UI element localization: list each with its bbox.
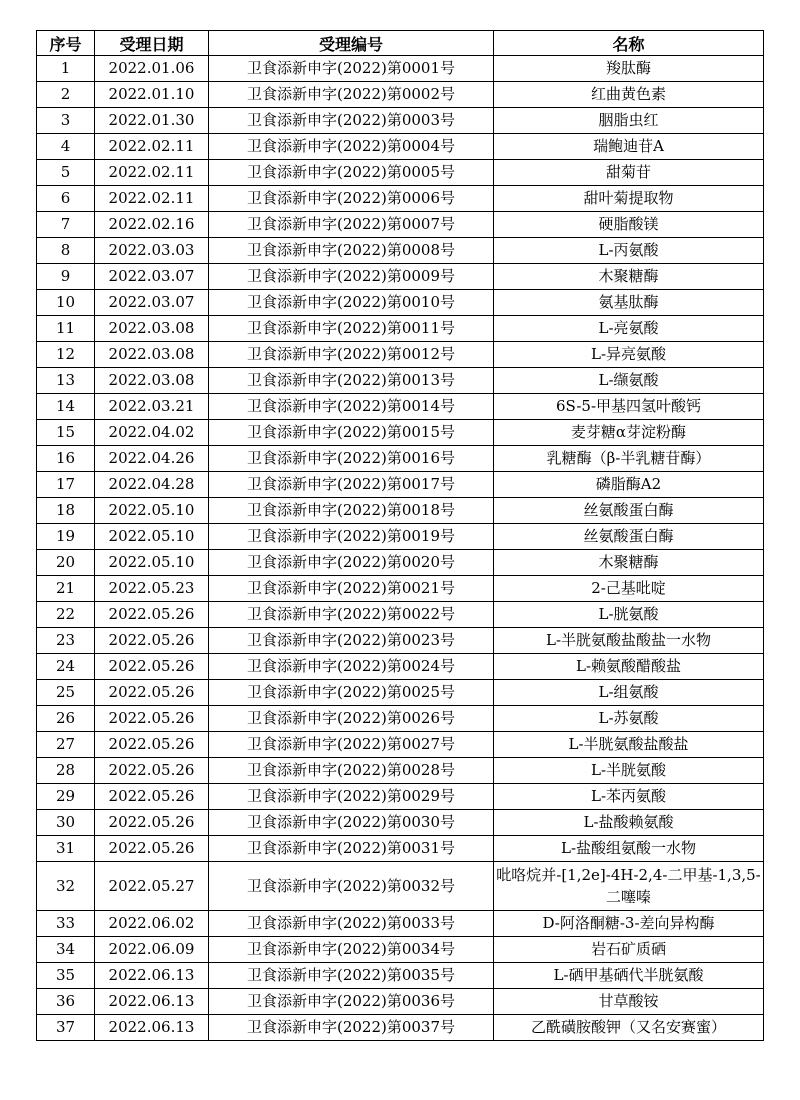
cell-date: 2022.05.26 <box>95 680 209 706</box>
cell-number: 卫食添新申字(2022)第0037号 <box>209 1015 494 1041</box>
cell-date: 2022.02.11 <box>95 134 209 160</box>
cell-name: 硬脂酸镁 <box>494 212 764 238</box>
cell-name: L-半胱氨酸 <box>494 758 764 784</box>
cell-seq: 18 <box>37 498 95 524</box>
cell-seq: 21 <box>37 576 95 602</box>
cell-seq: 23 <box>37 628 95 654</box>
cell-name: L-异亮氨酸 <box>494 342 764 368</box>
cell-date: 2022.06.13 <box>95 963 209 989</box>
cell-number: 卫食添新申字(2022)第0013号 <box>209 368 494 394</box>
cell-seq: 4 <box>37 134 95 160</box>
cell-seq: 22 <box>37 602 95 628</box>
table-row <box>37 420 764 446</box>
cell-seq: 33 <box>37 911 95 937</box>
table-row <box>37 316 764 342</box>
cell-number: 卫食添新申字(2022)第0008号 <box>209 238 494 264</box>
cell-number: 卫食添新申字(2022)第0020号 <box>209 550 494 576</box>
cell-number: 卫食添新申字(2022)第0011号 <box>209 316 494 342</box>
cell-number: 卫食添新申字(2022)第0018号 <box>209 498 494 524</box>
cell-number: 卫食添新申字(2022)第0021号 <box>209 576 494 602</box>
cell-seq: 29 <box>37 784 95 810</box>
cell-seq: 19 <box>37 524 95 550</box>
table-row <box>37 498 764 524</box>
cell-date: 2022.05.10 <box>95 550 209 576</box>
cell-number: 卫食添新申字(2022)第0025号 <box>209 680 494 706</box>
cell-seq: 20 <box>37 550 95 576</box>
cell-number: 卫食添新申字(2022)第0027号 <box>209 732 494 758</box>
header-date: 受理日期 <box>95 31 209 56</box>
cell-date: 2022.05.26 <box>95 784 209 810</box>
table-row <box>37 108 764 134</box>
cell-name: 羧肽酶 <box>494 56 764 82</box>
cell-number: 卫食添新申字(2022)第0017号 <box>209 472 494 498</box>
cell-date: 2022.01.30 <box>95 108 209 134</box>
cell-name: L-半胱氨酸盐酸盐一水物 <box>494 628 764 654</box>
cell-date: 2022.04.28 <box>95 472 209 498</box>
cell-number: 卫食添新申字(2022)第0006号 <box>209 186 494 212</box>
table-row <box>37 342 764 368</box>
cell-date: 2022.06.02 <box>95 911 209 937</box>
cell-number: 卫食添新申字(2022)第0024号 <box>209 654 494 680</box>
cell-name: 甜叶菊提取物 <box>494 186 764 212</box>
cell-seq: 25 <box>37 680 95 706</box>
table-row <box>37 937 764 963</box>
cell-name: 红曲黄色素 <box>494 82 764 108</box>
cell-seq: 26 <box>37 706 95 732</box>
cell-seq: 6 <box>37 186 95 212</box>
cell-name: L-盐酸组氨酸一水物 <box>494 836 764 862</box>
table-row <box>37 264 764 290</box>
cell-date: 2022.02.11 <box>95 160 209 186</box>
document-page <box>36 30 763 1041</box>
cell-number: 卫食添新申字(2022)第0009号 <box>209 264 494 290</box>
cell-date: 2022.01.06 <box>95 56 209 82</box>
cell-number: 卫食添新申字(2022)第0028号 <box>209 758 494 784</box>
cell-number: 卫食添新申字(2022)第0005号 <box>209 160 494 186</box>
cell-seq: 11 <box>37 316 95 342</box>
table-row <box>37 160 764 186</box>
table-row <box>37 238 764 264</box>
table-row <box>37 290 764 316</box>
table-row <box>37 628 764 654</box>
table-row <box>37 446 764 472</box>
table-row <box>37 758 764 784</box>
cell-date: 2022.03.21 <box>95 394 209 420</box>
cell-number: 卫食添新申字(2022)第0032号 <box>209 862 494 911</box>
table-row <box>37 732 764 758</box>
cell-number: 卫食添新申字(2022)第0034号 <box>209 937 494 963</box>
cell-number: 卫食添新申字(2022)第0033号 <box>209 911 494 937</box>
cell-name: L-丙氨酸 <box>494 238 764 264</box>
cell-name: 木聚糖酶 <box>494 264 764 290</box>
cell-seq: 9 <box>37 264 95 290</box>
cell-date: 2022.05.26 <box>95 810 209 836</box>
cell-seq: 13 <box>37 368 95 394</box>
cell-date: 2022.04.02 <box>95 420 209 446</box>
cell-seq: 10 <box>37 290 95 316</box>
cell-date: 2022.03.08 <box>95 368 209 394</box>
cell-seq: 3 <box>37 108 95 134</box>
cell-number: 卫食添新申字(2022)第0022号 <box>209 602 494 628</box>
cell-date: 2022.04.26 <box>95 446 209 472</box>
table-row <box>37 963 764 989</box>
cell-seq: 17 <box>37 472 95 498</box>
cell-seq: 7 <box>37 212 95 238</box>
table-row <box>37 680 764 706</box>
cell-seq: 12 <box>37 342 95 368</box>
cell-seq: 2 <box>37 82 95 108</box>
cell-name: 瑞鲍迪苷A <box>494 134 764 160</box>
table-row <box>37 810 764 836</box>
table-row <box>37 989 764 1015</box>
cell-name: 磷脂酶A2 <box>494 472 764 498</box>
cell-seq: 14 <box>37 394 95 420</box>
cell-name: 胭脂虫红 <box>494 108 764 134</box>
cell-date: 2022.06.13 <box>95 989 209 1015</box>
cell-name: 甜菊苷 <box>494 160 764 186</box>
table-row <box>37 602 764 628</box>
cell-seq: 27 <box>37 732 95 758</box>
cell-seq: 8 <box>37 238 95 264</box>
cell-name: 氨基肽酶 <box>494 290 764 316</box>
cell-date: 2022.02.16 <box>95 212 209 238</box>
cell-date: 2022.05.26 <box>95 602 209 628</box>
cell-name: L-半胱氨酸盐酸盐 <box>494 732 764 758</box>
cell-date: 2022.06.13 <box>95 1015 209 1041</box>
cell-date: 2022.03.07 <box>95 290 209 316</box>
table-row <box>37 911 764 937</box>
cell-number: 卫食添新申字(2022)第0036号 <box>209 989 494 1015</box>
cell-date: 2022.05.26 <box>95 706 209 732</box>
cell-date: 2022.05.10 <box>95 524 209 550</box>
cell-name: 6S-5-甲基四氢叶酸钙 <box>494 394 764 420</box>
cell-number: 卫食添新申字(2022)第0014号 <box>209 394 494 420</box>
cell-seq: 34 <box>37 937 95 963</box>
cell-name: L-亮氨酸 <box>494 316 764 342</box>
cell-name: 木聚糖酶 <box>494 550 764 576</box>
cell-name: L-盐酸赖氨酸 <box>494 810 764 836</box>
header-seq: 序号 <box>37 31 95 56</box>
cell-seq: 15 <box>37 420 95 446</box>
cell-date: 2022.05.27 <box>95 862 209 911</box>
cell-number: 卫食添新申字(2022)第0004号 <box>209 134 494 160</box>
cell-name: L-赖氨酸醋酸盐 <box>494 654 764 680</box>
cell-number: 卫食添新申字(2022)第0012号 <box>209 342 494 368</box>
cell-date: 2022.01.10 <box>95 82 209 108</box>
cell-number: 卫食添新申字(2022)第0003号 <box>209 108 494 134</box>
cell-seq: 5 <box>37 160 95 186</box>
cell-date: 2022.03.08 <box>95 342 209 368</box>
cell-date: 2022.05.23 <box>95 576 209 602</box>
cell-seq: 36 <box>37 989 95 1015</box>
cell-name: 麦芽糖α芽淀粉酶 <box>494 420 764 446</box>
cell-name: L-胱氨酸 <box>494 602 764 628</box>
cell-number: 卫食添新申字(2022)第0029号 <box>209 784 494 810</box>
cell-seq: 37 <box>37 1015 95 1041</box>
cell-name: 丝氨酸蛋白酶 <box>494 524 764 550</box>
table-body <box>37 56 764 1041</box>
cell-date: 2022.03.08 <box>95 316 209 342</box>
header-name: 名称 <box>494 31 764 56</box>
cell-number: 卫食添新申字(2022)第0015号 <box>209 420 494 446</box>
cell-seq: 32 <box>37 862 95 911</box>
cell-seq: 28 <box>37 758 95 784</box>
cell-name: 甘草酸铵 <box>494 989 764 1015</box>
cell-date: 2022.05.10 <box>95 498 209 524</box>
cell-name: L-苯丙氨酸 <box>494 784 764 810</box>
table-row <box>37 524 764 550</box>
table-row <box>37 186 764 212</box>
cell-name: 2-己基吡啶 <box>494 576 764 602</box>
cell-name: D-阿洛酮糖-3-差向异构酶 <box>494 911 764 937</box>
table-row <box>37 654 764 680</box>
cell-date: 2022.06.09 <box>95 937 209 963</box>
cell-number: 卫食添新申字(2022)第0002号 <box>209 82 494 108</box>
table-row <box>37 576 764 602</box>
cell-seq: 1 <box>37 56 95 82</box>
cell-number: 卫食添新申字(2022)第0023号 <box>209 628 494 654</box>
cell-number: 卫食添新申字(2022)第0026号 <box>209 706 494 732</box>
cell-number: 卫食添新申字(2022)第0019号 <box>209 524 494 550</box>
cell-name: 乳糖酶（β-半乳糖苷酶） <box>494 446 764 472</box>
cell-number: 卫食添新申字(2022)第0016号 <box>209 446 494 472</box>
cell-number: 卫食添新申字(2022)第0010号 <box>209 290 494 316</box>
table-row <box>37 134 764 160</box>
cell-date: 2022.05.26 <box>95 758 209 784</box>
cell-name: 丝氨酸蛋白酶 <box>494 498 764 524</box>
table-row <box>37 368 764 394</box>
table-header-row <box>37 31 764 56</box>
table-row <box>37 82 764 108</box>
table-row <box>37 862 764 911</box>
cell-seq: 24 <box>37 654 95 680</box>
cell-seq: 35 <box>37 963 95 989</box>
table-row <box>37 394 764 420</box>
cell-name: L-缬氨酸 <box>494 368 764 394</box>
table-row <box>37 836 764 862</box>
cell-date: 2022.05.26 <box>95 732 209 758</box>
table-row <box>37 784 764 810</box>
table-row <box>37 1015 764 1041</box>
table-row <box>37 472 764 498</box>
cell-number: 卫食添新申字(2022)第0035号 <box>209 963 494 989</box>
cell-date: 2022.05.26 <box>95 654 209 680</box>
cell-date: 2022.02.11 <box>95 186 209 212</box>
cell-name: 吡咯烷并-[1,2e]-4H-2,4-二甲基-1,3,5-二噻嗪 <box>494 862 764 911</box>
cell-seq: 30 <box>37 810 95 836</box>
table-row <box>37 212 764 238</box>
table-row <box>37 706 764 732</box>
cell-name: L-苏氨酸 <box>494 706 764 732</box>
cell-name: 乙酰磺胺酸钾（又名安赛蜜） <box>494 1015 764 1041</box>
header-number: 受理编号 <box>209 31 494 56</box>
cell-seq: 16 <box>37 446 95 472</box>
cell-number: 卫食添新申字(2022)第0030号 <box>209 810 494 836</box>
cell-name: L-硒甲基硒代半胱氨酸 <box>494 963 764 989</box>
table-row <box>37 550 764 576</box>
cell-name: L-组氨酸 <box>494 680 764 706</box>
cell-number: 卫食添新申字(2022)第0001号 <box>209 56 494 82</box>
cell-number: 卫食添新申字(2022)第0007号 <box>209 212 494 238</box>
cell-name: 岩石矿质硒 <box>494 937 764 963</box>
cell-seq: 31 <box>37 836 95 862</box>
cell-date: 2022.03.03 <box>95 238 209 264</box>
cell-date: 2022.03.07 <box>95 264 209 290</box>
application-table <box>36 30 764 1041</box>
table-row <box>37 56 764 82</box>
cell-date: 2022.05.26 <box>95 836 209 862</box>
cell-date: 2022.05.26 <box>95 628 209 654</box>
cell-number: 卫食添新申字(2022)第0031号 <box>209 836 494 862</box>
